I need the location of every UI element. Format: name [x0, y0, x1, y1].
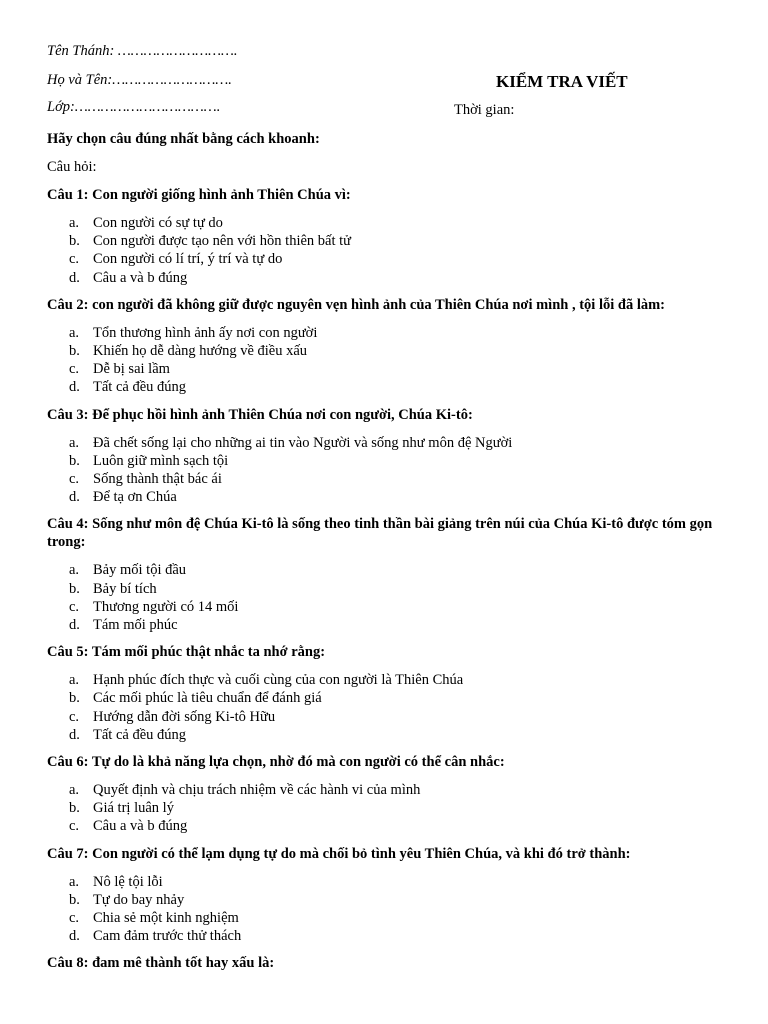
answer-option[interactable]	[47, 891, 727, 909]
option-letter: a.	[69, 562, 80, 579]
option-letter: c.	[69, 708, 80, 725]
answer-option[interactable]	[47, 378, 727, 396]
answer-option[interactable]	[47, 689, 727, 707]
option-text: Dễ bị sai lầm	[93, 361, 170, 378]
question-3	[47, 406, 727, 507]
answer-option[interactable]	[47, 360, 727, 378]
saint-name-field: Tên Thánh: ……………………….	[47, 43, 238, 59]
option-letter: c.	[69, 471, 80, 488]
option-letter: d.	[69, 489, 80, 506]
option-text: Để tạ ơn Chúa	[93, 489, 177, 506]
class-field: Lớp:…………………………….	[47, 99, 221, 115]
answer-option[interactable]	[47, 799, 727, 817]
option-letter: d.	[69, 928, 80, 945]
answer-option[interactable]	[47, 671, 727, 689]
answer-option[interactable]	[47, 434, 727, 452]
option-letter: a.	[69, 215, 80, 231]
option-letter: b.	[69, 580, 80, 597]
option-text: Câu a và b đúng	[93, 818, 188, 835]
question-title: Câu 3: Để phục hồi hình ảnh Thiên Chúa nơi con người, Chúa Ki-tô:	[47, 406, 473, 423]
instruction: Hãy chọn câu đúng nhất bằng cách khoanh:	[47, 131, 320, 147]
question-7	[47, 845, 727, 946]
answer-option[interactable]	[47, 561, 727, 579]
option-text: Câu a và b đúng	[93, 269, 188, 286]
question-8	[47, 954, 727, 972]
answer-option[interactable]	[47, 452, 727, 470]
answer-option[interactable]	[47, 232, 727, 250]
option-list	[47, 434, 727, 507]
option-letter: d.	[69, 379, 80, 396]
answer-option[interactable]	[47, 470, 727, 488]
answer-option[interactable]	[47, 214, 727, 232]
time-field: Thời gian:	[454, 102, 515, 118]
option-text: Các mối phúc là tiêu chuẩn để đánh giá	[93, 690, 322, 707]
question-4	[47, 515, 727, 634]
option-letter: a.	[69, 434, 80, 451]
answer-option[interactable]	[47, 817, 727, 835]
answer-option[interactable]	[47, 909, 727, 927]
option-letter: d.	[69, 617, 80, 634]
option-letter: d.	[69, 726, 80, 743]
answer-option[interactable]	[47, 598, 727, 616]
option-letter: b.	[69, 343, 80, 360]
option-letter: b.	[69, 233, 80, 250]
option-letter: d.	[69, 269, 80, 286]
answer-option[interactable]	[47, 708, 727, 726]
answer-option[interactable]	[47, 781, 727, 799]
option-text: Con người có sự tự do	[93, 215, 223, 231]
option-letter: c.	[69, 818, 80, 835]
answer-option[interactable]	[47, 580, 727, 598]
question-title: Câu 2: con người đã không giữ được nguyên vẹn hình ảnh của Thiên Chúa nơi mình , tội lỗi đã làm:	[47, 296, 666, 313]
option-letter: c.	[69, 910, 80, 927]
option-text: Con người được tạo nên với hồn thiên bất tử	[93, 233, 352, 250]
option-list	[47, 324, 727, 397]
option-text: Tự do bay nhảy	[93, 891, 185, 908]
question-6	[47, 753, 727, 836]
answer-option[interactable]	[47, 324, 727, 342]
option-text: Giá trị luân lý	[93, 800, 174, 817]
option-list	[47, 781, 727, 836]
page-title: KIỂM TRA VIẾT	[496, 72, 628, 91]
option-letter: b.	[69, 690, 80, 707]
question-title: Câu 5: Tám mối phúc thật nhắc ta nhớ rằng:	[47, 644, 326, 661]
question-5	[47, 643, 727, 744]
option-text: Hướng dẫn đời sống Ki-tô Hữu	[93, 708, 276, 725]
answer-option[interactable]	[47, 927, 727, 945]
exam-body	[47, 130, 727, 982]
answer-option[interactable]	[47, 726, 727, 744]
option-letter: c.	[69, 361, 80, 378]
option-letter: a.	[69, 324, 80, 341]
answer-option[interactable]	[47, 616, 727, 634]
option-list	[47, 671, 727, 744]
option-text: Bảy mối tội đầu	[93, 562, 187, 579]
question-list	[47, 186, 727, 972]
option-letter: a.	[69, 672, 80, 689]
option-letter: a.	[69, 873, 80, 890]
question-title: Câu 1: Con người giống hình ảnh Thiên Chúa vì:	[47, 187, 351, 203]
option-text: Tổn thương hình ảnh ấy nơi con người	[93, 324, 318, 341]
question-title: Câu 7: Con người có thể lạm dụng tự do mà chối bỏ tình yêu Thiên Chúa, và khi đó trở thành:	[47, 845, 631, 862]
option-text: Quyết định và chịu trách nhiệm về các hành vi của mình	[93, 782, 421, 799]
option-text: Khiến họ dễ dàng hướng về điều xấu	[93, 343, 308, 360]
option-text: Con người có lí trí, ý trí và tự do	[93, 251, 283, 268]
option-text: Luôn giữ mình sạch tội	[93, 452, 229, 469]
option-letter: c.	[69, 251, 80, 268]
option-text: Chia sẻ một kinh nghiệm	[93, 910, 239, 927]
option-letter: b.	[69, 891, 80, 908]
option-letter: a.	[69, 782, 80, 799]
answer-option[interactable]	[47, 342, 727, 360]
question-title: Câu 4: Sống như môn đệ Chúa Ki-tô là sống theo tinh thần bài giảng trên núi của Chúa Ki-tô được tóm gọn trong:	[47, 516, 713, 551]
full-name-field: Họ và Tên:……………………….	[47, 72, 232, 88]
question-2	[47, 296, 727, 397]
question-title: Câu 8: đam mê thành tốt hay xấu là:	[47, 955, 275, 972]
option-letter: b.	[69, 800, 80, 817]
option-text: Thương người có 14 mối	[93, 598, 239, 615]
answer-option[interactable]	[47, 873, 727, 891]
option-letter: c.	[69, 598, 80, 615]
option-text: Bảy bí tích	[93, 580, 157, 597]
option-letter: b.	[69, 452, 80, 469]
option-list	[47, 561, 727, 634]
option-text: Tất cả đều đúng	[93, 379, 187, 396]
option-text: Tất cả đều đúng	[93, 726, 187, 743]
option-text: Sống thành thật bác ái	[93, 471, 222, 488]
option-text: Hạnh phúc đích thực và cuối cùng của con người là Thiên Chúa	[93, 672, 464, 689]
answer-option[interactable]	[47, 269, 727, 287]
option-list	[47, 214, 727, 287]
questions-label: Câu hỏi:	[47, 159, 97, 175]
option-text: Tám mối phúc	[93, 617, 178, 634]
answer-option[interactable]	[47, 488, 727, 506]
option-text: Đã chết sống lại cho những ai tin vào Người và sống như môn đệ Người	[93, 434, 513, 451]
option-text: Nô lệ tội lỗi	[93, 873, 163, 890]
option-text: Cam đảm trước thử thách	[93, 928, 242, 945]
question-1	[47, 186, 727, 287]
option-list	[47, 873, 727, 946]
question-title: Câu 6: Tự do là khả năng lựa chọn, nhờ đó mà con người có thể cân nhắc:	[47, 754, 505, 771]
answer-option[interactable]	[47, 250, 727, 268]
